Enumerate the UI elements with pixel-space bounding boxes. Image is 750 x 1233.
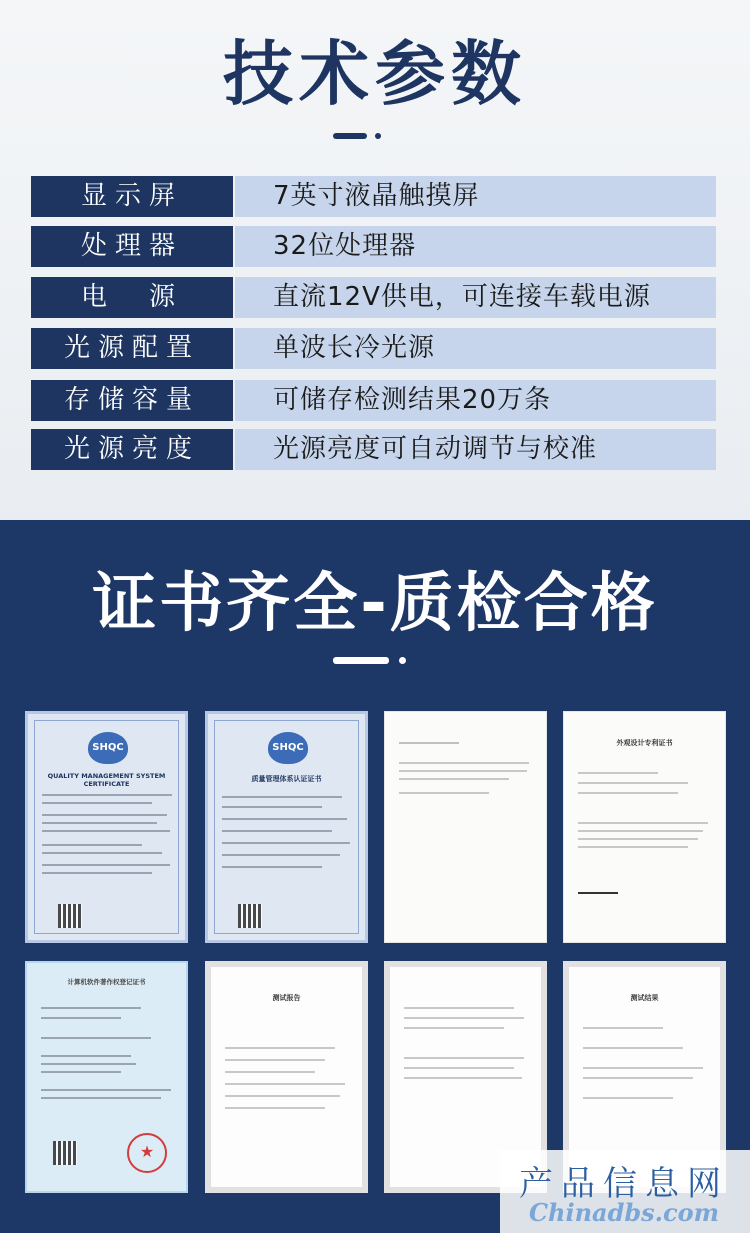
param-label: 存储容量 (31, 380, 233, 421)
param-value: 直流12V供电，可连接车载电源 (235, 277, 716, 318)
shqc-logo: SHQC (88, 732, 128, 764)
param-row (31, 429, 716, 470)
section-title-tech: 技术参数 (223, 33, 527, 115)
certificate-title: 测试报告 (272, 994, 301, 1002)
param-value: 光源亮度可自动调节与校准 (235, 429, 716, 470)
param-label: 显示屏 (31, 176, 233, 217)
certificate-title: 测试结果 (630, 994, 659, 1002)
param-row (31, 176, 716, 217)
param-value: 7英寸液晶触摸屏 (235, 176, 716, 217)
red-seal-icon: ★ (127, 1133, 167, 1173)
watermark-text: 产品信息网 (519, 1164, 729, 1204)
certificate-image (205, 961, 368, 1193)
section-title-certs: 证书齐全-质检合格 (92, 567, 658, 641)
param-value: 可储存检测结果20万条 (235, 380, 716, 421)
param-value: 单波长冷光源 (235, 328, 716, 369)
param-row (31, 328, 716, 369)
param-label: 光源亮度 (31, 429, 233, 470)
watermark-url: Chinadbs.com (528, 1198, 720, 1227)
certificate-title: QUALITY MANAGEMENT SYSTEM CERTIFICATE (47, 772, 166, 788)
title-divider (333, 133, 393, 139)
title-divider (333, 657, 413, 664)
param-label: 光源配置 (31, 328, 233, 369)
param-label: 处理器 (31, 226, 233, 267)
param-value: 32位处理器 (235, 226, 716, 267)
certificate-title: 计算机软件著作权登记证书 (67, 978, 146, 986)
certificate-title: 外观设计专利证书 (616, 739, 673, 747)
certificate-image (25, 711, 188, 943)
certificate-image (384, 711, 547, 943)
certificate-image (205, 711, 368, 943)
param-label: 电 源 (31, 277, 233, 318)
param-row (31, 380, 716, 421)
certificate-title: 质量管理体系认证证书 (251, 775, 322, 783)
param-row (31, 226, 716, 267)
certificate-image (563, 711, 726, 943)
certificate-image (25, 961, 188, 1193)
param-row (31, 277, 716, 318)
shqc-logo: SHQC (268, 732, 308, 764)
